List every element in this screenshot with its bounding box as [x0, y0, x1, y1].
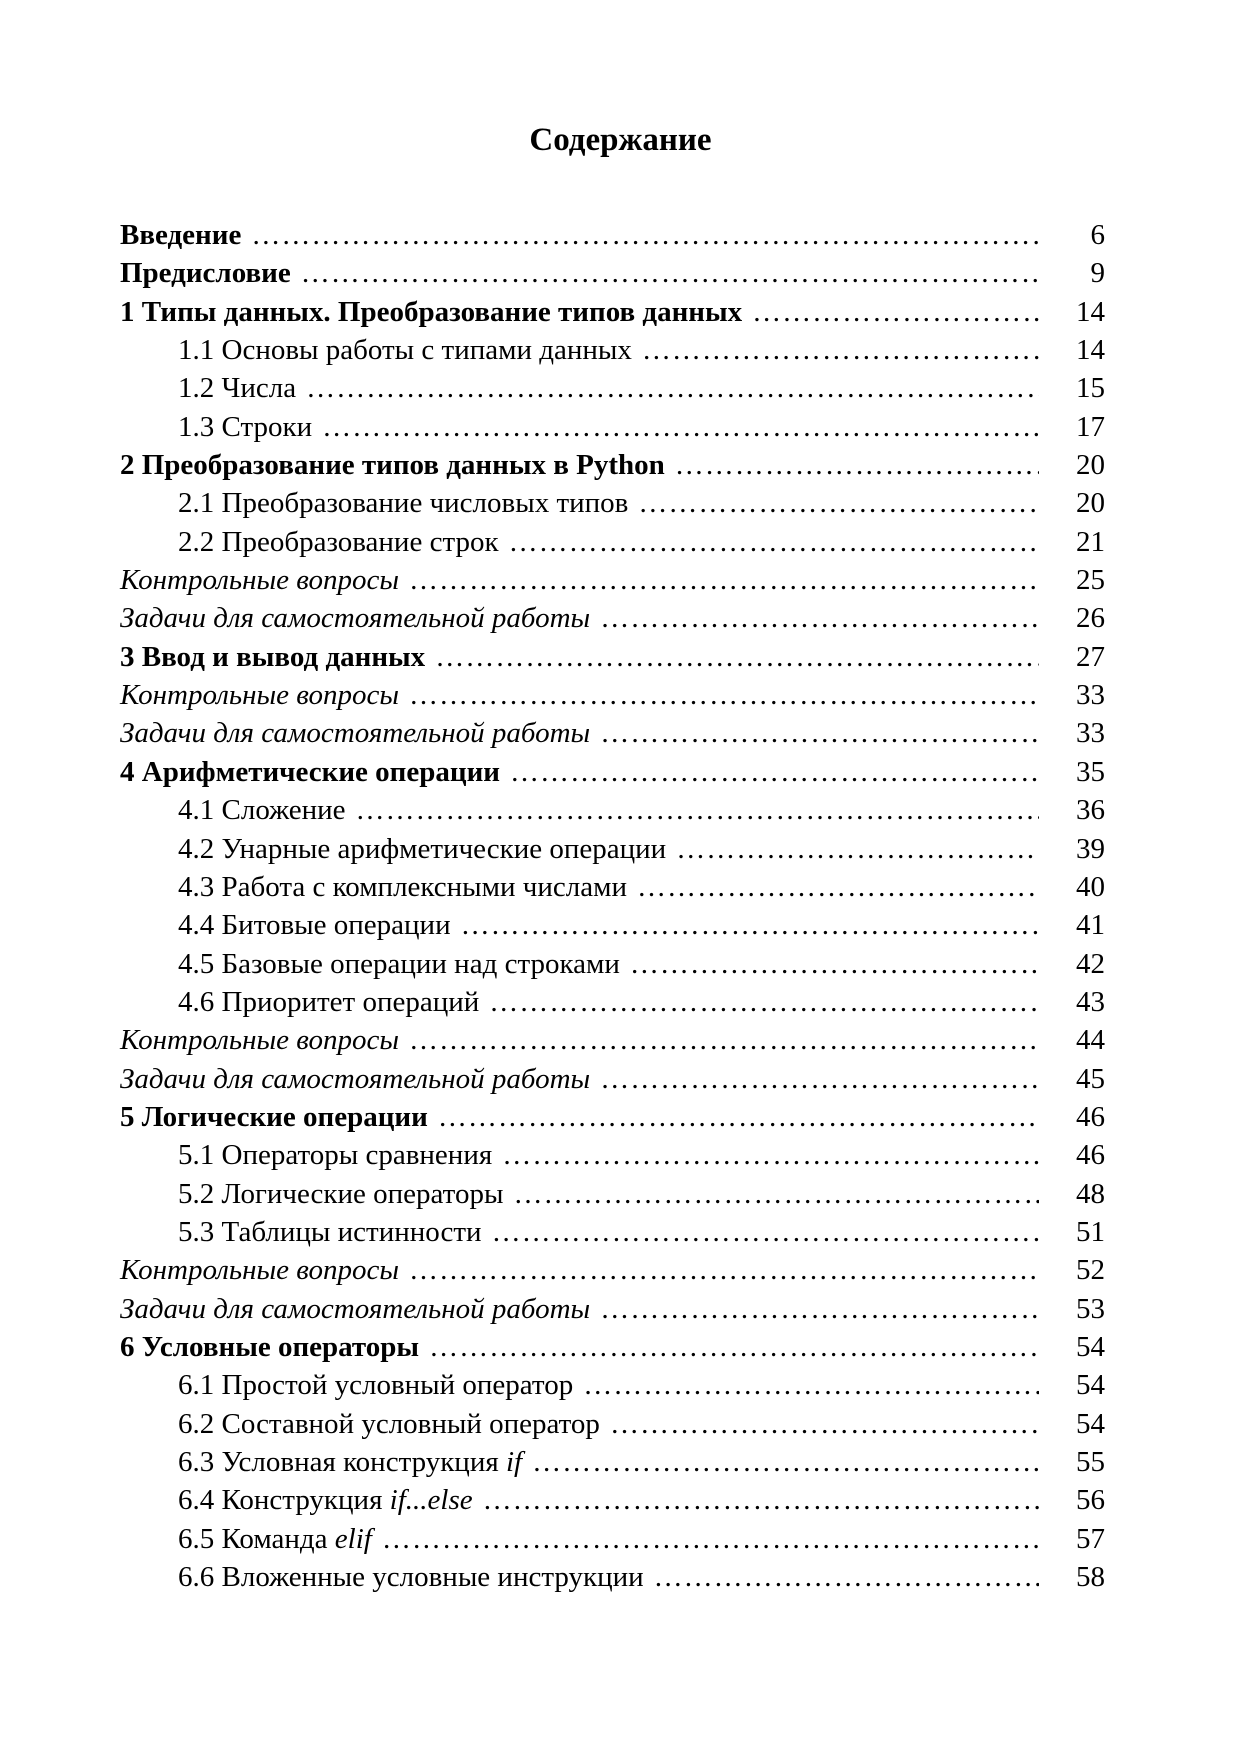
toc-entry	[120, 638, 1105, 676]
toc-entry-page-number: 15	[1076, 372, 1105, 405]
toc-entry-page-number: 14	[1076, 295, 1105, 328]
toc-entry-page-number: 26	[1076, 602, 1105, 635]
toc-entry	[120, 714, 1105, 752]
dot-leader	[513, 1175, 1039, 1213]
toc-entry-label: 6.5 Команда elif	[178, 1522, 372, 1555]
dot-leader	[600, 1290, 1039, 1328]
dot-leader	[610, 1405, 1039, 1443]
toc-entry	[120, 945, 1105, 983]
toc-entry-label: 1.1 Основы работы с типами данных	[178, 334, 632, 367]
dot-leader	[322, 408, 1039, 446]
toc-entry	[120, 408, 1105, 446]
toc-entry-label: 4.2 Унарные арифметические операции	[178, 832, 667, 865]
toc-entry-page-number: 56	[1076, 1484, 1105, 1517]
dot-leader	[409, 1251, 1039, 1289]
toc-entry-label: Контрольные вопросы	[120, 679, 399, 712]
toc-entry-label: 4.5 Базовые операции над строками	[178, 947, 620, 980]
toc-entry	[120, 1328, 1105, 1366]
toc-entry-page-number: 41	[1076, 909, 1105, 942]
dot-leader	[483, 1481, 1039, 1519]
toc-entry-label: Контрольные вопросы	[120, 1024, 399, 1057]
toc-entry	[120, 446, 1105, 484]
toc-entry	[120, 369, 1105, 407]
toc-entry	[120, 1405, 1105, 1443]
dot-leader	[752, 293, 1039, 331]
toc-entry-page-number: 55	[1076, 1446, 1105, 1478]
toc-entry	[120, 1481, 1105, 1519]
toc-entry-page-number: 58	[1076, 1561, 1105, 1594]
dot-leader	[492, 1213, 1039, 1251]
toc-entry-page-number: 33	[1076, 679, 1105, 712]
toc-entry-label: 5.2 Логические операторы	[178, 1177, 504, 1210]
toc-entry-page-number: 53	[1076, 1292, 1105, 1325]
dot-leader	[600, 1060, 1039, 1098]
toc-entry-label: Задачи для самостоятельной работы	[120, 1292, 591, 1325]
toc-entry	[120, 1021, 1105, 1059]
toc-entry-label: 3 Ввод и вывод данных	[120, 640, 426, 673]
toc-entry	[120, 1290, 1105, 1328]
toc-entry-label: 6.1 Простой условный оператор	[178, 1369, 574, 1402]
toc-entry	[120, 830, 1105, 868]
toc-entry-label: 6.4 Конструкция if...else	[178, 1484, 473, 1517]
dot-leader	[654, 1558, 1039, 1596]
toc-entry-page-number: 21	[1076, 525, 1105, 558]
toc-entry-label: 4 Арифметические операции	[120, 755, 501, 788]
toc-entry-page-number: 57	[1076, 1522, 1105, 1555]
toc-entry-page-number: 17	[1076, 410, 1105, 443]
dot-leader	[509, 523, 1039, 561]
toc-entry-label: 2 Преобразование типов данных в Python	[120, 449, 665, 482]
toc-entry-keyword: elif	[334, 1522, 372, 1555]
toc-entry-page-number: 46	[1076, 1139, 1105, 1172]
toc-entry-page-number: 46	[1076, 1100, 1105, 1133]
toc-entry-label: Контрольные вопросы	[120, 1254, 399, 1287]
toc-entry-page-number: 52	[1076, 1254, 1105, 1287]
toc-entry	[120, 561, 1105, 599]
dot-leader	[638, 484, 1039, 522]
toc-entry	[120, 1060, 1105, 1098]
toc-entry-page-number: 54	[1076, 1407, 1105, 1440]
toc-entry	[120, 906, 1105, 944]
dot-leader	[600, 599, 1039, 637]
table-of-contents	[120, 216, 1105, 1596]
toc-entry-page-number: 54	[1076, 1330, 1105, 1363]
toc-entry-page-number: 48	[1076, 1177, 1105, 1210]
toc-entry-label: 4.1 Сложение	[178, 794, 346, 827]
dot-leader	[675, 446, 1039, 484]
toc-entry	[120, 983, 1105, 1021]
toc-entry	[120, 1098, 1105, 1136]
toc-entry	[120, 676, 1105, 714]
toc-entry-label: 5.3 Таблицы истинности	[178, 1215, 482, 1248]
toc-entry-page-number: 20	[1076, 487, 1105, 520]
toc-entry-label: 1.2 Числа	[178, 372, 297, 405]
toc-entry-page-number: 43	[1076, 985, 1105, 1018]
toc-entry	[120, 791, 1105, 829]
toc-entry-label: 1.3 Строки	[178, 410, 313, 443]
toc-entry-page-number: 14	[1076, 334, 1105, 367]
toc-entry-label: Контрольные вопросы	[120, 564, 399, 597]
page-title: Содержание	[529, 122, 712, 158]
toc-entry	[120, 1175, 1105, 1213]
toc-entry-page-number: 36	[1076, 794, 1105, 827]
dot-leader	[642, 331, 1039, 369]
toc-entry-page-number: 51	[1076, 1215, 1105, 1248]
toc-entry-label: 1 Типы данных. Преобразование типов данных	[120, 295, 743, 328]
dot-leader	[510, 753, 1039, 791]
dot-leader	[532, 1443, 1039, 1481]
toc-entry-label: 2.2 Преобразование строк	[178, 525, 499, 558]
dot-leader	[306, 369, 1039, 407]
toc-entry	[120, 1213, 1105, 1251]
dot-leader	[301, 254, 1039, 292]
toc-entry-label: Предисловие	[120, 257, 291, 290]
toc-entry-page-number: 54	[1076, 1369, 1105, 1402]
toc-entry	[120, 254, 1105, 292]
toc-entry-label: 6 Условные операторы	[120, 1330, 420, 1363]
toc-entry-page-number: 6	[1090, 219, 1105, 251]
toc-entry-label: 6.2 Составной условный оператор	[178, 1407, 600, 1440]
dot-leader	[583, 1366, 1039, 1404]
toc-entry-page-number: 33	[1076, 717, 1105, 750]
toc-entry-page-number: 44	[1076, 1024, 1105, 1057]
toc-entry-page-number: 25	[1076, 564, 1105, 597]
dot-leader	[409, 561, 1039, 599]
toc-entry	[120, 1136, 1105, 1174]
toc-entry	[120, 1443, 1105, 1481]
toc-entry-label: Введение	[120, 219, 242, 251]
dot-leader	[409, 1021, 1039, 1059]
dot-leader	[409, 676, 1039, 714]
dot-leader	[382, 1520, 1039, 1558]
toc-entry-label: 2.1 Преобразование числовых типов	[178, 487, 629, 520]
toc-entry-label: Задачи для самостоятельной работы	[120, 717, 591, 750]
dot-leader	[637, 868, 1039, 906]
toc-entry	[120, 1366, 1105, 1404]
toc-entry-keyword: if	[505, 1446, 523, 1478]
toc-entry-page-number: 35	[1076, 755, 1105, 788]
toc-entry-page-number: 42	[1076, 947, 1105, 980]
toc-entry	[120, 1558, 1105, 1596]
dot-leader	[461, 906, 1039, 944]
dot-leader	[356, 791, 1039, 829]
toc-entry-label: 4.3 Работа с комплексными числами	[178, 870, 627, 903]
dot-leader	[630, 945, 1039, 983]
dot-leader	[438, 1098, 1039, 1136]
toc-entry-page-number: 20	[1076, 449, 1105, 482]
toc-entry-label: Задачи для самостоятельной работы	[120, 1062, 591, 1095]
toc-entry-page-number: 40	[1076, 870, 1105, 903]
dot-leader	[489, 983, 1039, 1021]
toc-entry-label: 4.6 Приоритет операций	[178, 985, 480, 1018]
toc-entry-label: 6.3 Условная конструкция if	[178, 1446, 523, 1478]
toc-entry-label: 5.1 Операторы сравнения	[178, 1139, 493, 1172]
toc-entry	[120, 1520, 1105, 1558]
toc-entry-label: 4.4 Битовые операции	[178, 909, 451, 942]
toc-entry	[120, 753, 1105, 791]
toc-entry	[120, 331, 1105, 369]
toc-entry	[120, 868, 1105, 906]
toc-entry-keyword: if...else	[389, 1484, 473, 1517]
toc-entry	[120, 484, 1105, 522]
toc-entry	[120, 523, 1105, 561]
toc-entry-page-number: 27	[1076, 640, 1105, 673]
toc-entry-label: 5 Логические операции	[120, 1100, 428, 1133]
toc-entry	[120, 293, 1105, 331]
toc-entry	[120, 1251, 1105, 1289]
toc-entry	[120, 216, 1105, 254]
dot-leader	[435, 638, 1039, 676]
toc-entry	[120, 599, 1105, 637]
dot-leader	[429, 1328, 1039, 1366]
dot-leader	[600, 714, 1039, 752]
dot-leader	[676, 830, 1039, 868]
dot-leader	[251, 216, 1039, 254]
dot-leader	[502, 1136, 1039, 1174]
toc-entry-label: Задачи для самостоятельной работы	[120, 602, 591, 635]
toc-entry-label: 6.6 Вложенные условные инструкции	[178, 1561, 644, 1594]
toc-entry-page-number: 45	[1076, 1062, 1105, 1095]
toc-entry-page-number: 39	[1076, 832, 1105, 865]
toc-entry-page-number: 9	[1090, 257, 1105, 290]
